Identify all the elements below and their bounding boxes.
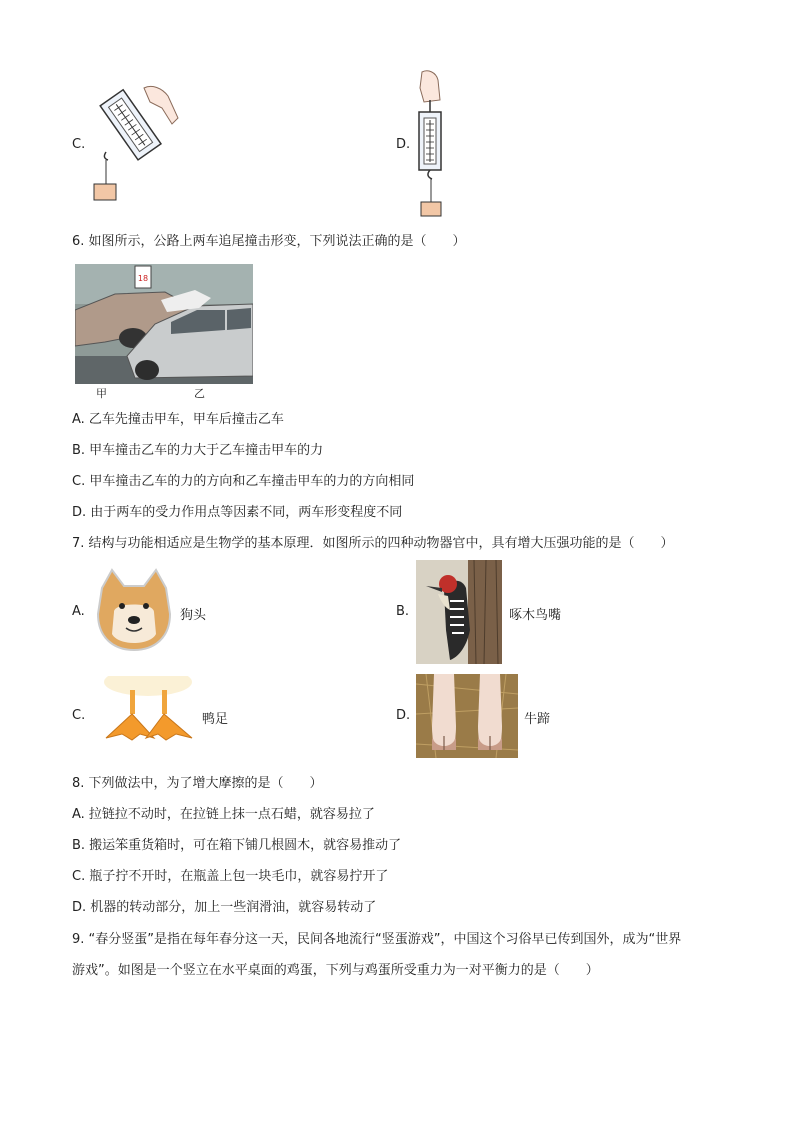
q6-stem: 6. 如图所示，公路上两车追尾撞击形变，下列说法正确的是（ ） bbox=[72, 234, 466, 249]
q7-option-a-label: A. bbox=[72, 604, 85, 619]
q7-option-d-label: D. bbox=[396, 708, 411, 723]
q7-option-c-label: C. bbox=[72, 708, 86, 723]
q7-cow-hooves-image bbox=[416, 674, 518, 758]
q7-option-b-caption: 啄木鸟嘴 bbox=[509, 608, 562, 623]
q8-option-a: A. 拉链拉不动时，在拉链上抹一点石蜡，就容易拉了 bbox=[72, 807, 375, 822]
q6-sign-text: 18 bbox=[137, 274, 149, 283]
q7-option-c-caption: 鸭足 bbox=[202, 712, 229, 727]
q8-option-b: B. 搬运笨重货箱时，可在箱下铺几根圆木，就容易推动了 bbox=[72, 838, 402, 853]
q5-option-d-label: D. bbox=[396, 137, 411, 152]
q7-woodpecker-image bbox=[416, 560, 502, 664]
q6-car-collision-photo bbox=[75, 264, 253, 384]
q6-photo-label-jia: 甲 bbox=[96, 387, 107, 400]
q6-photo-label-yi: 乙 bbox=[194, 387, 205, 400]
q6-option-c: C. 甲车撞击乙车的力的方向和乙车撞击甲车的力的方向相同 bbox=[72, 474, 415, 489]
q6-option-d: D. 由于两车的受力作用点等因素不同，两车形变程度不同 bbox=[72, 505, 403, 520]
q5-option-c-label: C. bbox=[72, 137, 86, 152]
q9-stem-line1: 9. “春分竖蛋”是指在每年春分这一天，民间各地流行“竖蛋游戏”，中国这个习俗早已传到国外，成为“世界 bbox=[72, 932, 682, 947]
q5-spring-scale-vertical-figure bbox=[414, 70, 450, 218]
q7-dog-head-image bbox=[94, 568, 174, 652]
q8-option-c: C. 瓶子拧不开时，在瓶盖上包一块毛巾，就容易拧开了 bbox=[72, 869, 389, 884]
q7-option-d-caption: 牛蹄 bbox=[524, 712, 551, 727]
q6-option-b: B. 甲车撞击乙车的力大于乙车撞击甲车的力 bbox=[72, 443, 324, 458]
q7-duck-feet-image bbox=[100, 676, 196, 742]
q9-stem-line2: 游戏”。如图是一个竖立在水平桌面的鸡蛋，下列与鸡蛋所受重力为一对平衡力的是（ ） bbox=[72, 963, 599, 978]
q8-option-d: D. 机器的转动部分，加上一些润滑油，就容易转动了 bbox=[72, 900, 377, 915]
q7-stem: 7. 结构与功能相适应是生物学的基本原理．如图所示的四种动物器官中，具有增大压强功能的是（ ） bbox=[72, 536, 674, 551]
q6-option-a: A. 乙车先撞击甲车，甲车后撞击乙车 bbox=[72, 412, 284, 427]
q8-stem: 8. 下列做法中，为了增大摩擦的是（ ） bbox=[72, 776, 323, 791]
q5-spring-scale-tilted-figure bbox=[88, 84, 184, 202]
q7-option-b-label: B. bbox=[396, 604, 410, 619]
q7-option-a-caption: 狗头 bbox=[180, 608, 207, 623]
